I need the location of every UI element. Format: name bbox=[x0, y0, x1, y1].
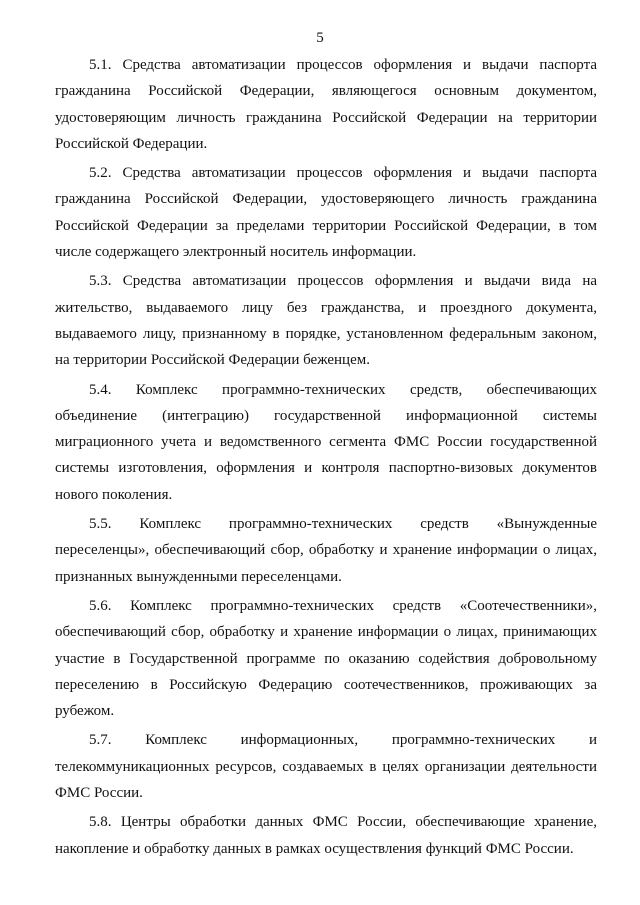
document-body bbox=[55, 52, 597, 865]
paragraph-5-2: 5.2. Средства автоматизации процессов оформления и выдачи паспорта гражданина Российской Федерации, удостоверяющего личность гражданина Российской Федерации за пределами территории Российской Федерации, в том числе содержащего электронный носитель информации. bbox=[55, 165, 597, 261]
page-number: 5 bbox=[316, 30, 324, 46]
paragraph-5-3: 5.3. Средства автоматизации процессов оформления и выдачи вида на жительство, выдаваемого лицу без гражданства, и проездного документа, выдаваемого лицу, признанному в порядке, установленном федеральным законом, на территории Российской Федерации беженцем. bbox=[55, 273, 597, 369]
paragraph-5-8: 5.8. Центры обработки данных ФМС России, обеспечивающие хранение, накопление и обработку данных в рамках осуществления функций ФМС России. bbox=[55, 814, 597, 857]
paragraph-5-6: 5.6. Комплекс программно-технических средств «Соотечественники», обеспечивающий сбор, обработку и хранение информации о лицах, принимающих участие в Государственной программе по оказанию содействия добровольному переселению в Российскую Федерацию соотечественников, проживающих за рубежом. bbox=[55, 597, 597, 720]
paragraph-5-7: 5.7. Комплекс информационных, программно-технических и телекоммуникационных ресурсов, создаваемых в целях организации деятельности ФМС России. bbox=[55, 732, 597, 802]
paragraph-5-1: 5.1. Средства автоматизации процессов оформления и выдачи паспорта гражданина Российской Федерации, являющегося основным документом, удостоверяющим личность гражданина Российской Федерации на территории Российской Федерации. bbox=[55, 57, 597, 152]
paragraph-5-4: 5.4. Комплекс программно-технических средств, обеспечивающих объединение (интеграцию) государственной информационной системы миграционного учета и ведомственного сегмента ФМС России государственной системы изготовления, оформления и контроля паспортно-визовых документов нового поколения. bbox=[55, 381, 597, 503]
paragraph-5-5: 5.5. Комплекс программно-технических средств «Вынужденные переселенцы», обеспечивающий сбор, обработку и хранение информации о лицах, признанных вынужденными переселенцами. bbox=[55, 516, 597, 585]
